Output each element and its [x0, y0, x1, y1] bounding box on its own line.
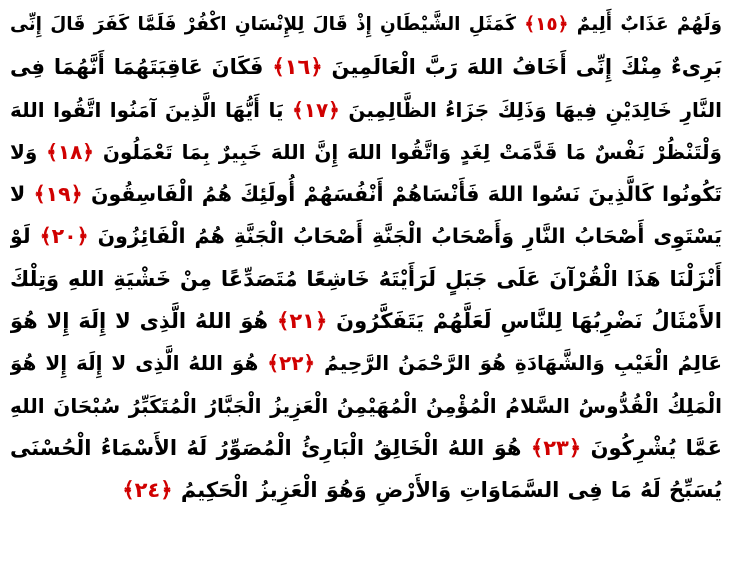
verse-number-marker: ﴿١٩﴾ [33, 182, 83, 207]
verse-number-marker: ﴿١٦﴾ [272, 55, 323, 80]
verse-text: يُسَبِّحُ لَهُ مَا فِى السَّمَاوَاتِ وَالأَرْضِ وَهُوَ الْعَزِيزُ الْحَكِيمُ [172, 478, 722, 503]
verse-text: وَلا [10, 139, 47, 164]
quran-text-page [10, 4, 722, 556]
verse-number-marker: ﴿٢١﴾ [277, 309, 328, 334]
verse-text: النَّارِ خَالِدَيْنِ فِيهَا وَذَلِكَ جَزَاءُ الظَّالِمِينَ [339, 97, 722, 122]
text-line [10, 469, 722, 511]
verse-text: وَلْتَنْظُرْ نَفْسٌ مَا قَدَّمَتْ لِغَدٍ وَاتَّقُوا اللهَ إِنَّ اللهَ خَبِيرٌ بِمَا تَعْمَلُونَ [94, 139, 722, 164]
verse-number-marker: ﴿١٧﴾ [292, 97, 340, 122]
verse-text: الأَمْثَالُ نَضْرِبُهَا لِلنَّاسِ لَعَلَّهُمْ يَتَفَكَّرُونَ [327, 309, 722, 334]
verse-number-marker: ﴿٢٢﴾ [267, 351, 316, 376]
verse-text: يَسْتَوِى أَصْحَابُ النَّارِ وَأَصْحَابُ الْجَنَّةِ أَصْحَابُ الْجَنَّةِ هُمُ الْفَائِزُونَ [88, 224, 722, 249]
verse-text: أَنْزَلْنَا هَذَا الْقُرْآنَ عَلَى جَبَلٍ لَرَأَيْتَهُ خَاشِعًا مُتَصَدِّعًا مِنْ خَشْيَةِ اللهِ وَتِلْكَ [10, 266, 722, 291]
text-line [10, 215, 722, 257]
verse-text: كَمَثَلِ الشَّيْطَانِ إِذْ قَالَ لِلإِنْسَانِ اكْفُرْ فَلَمَّا كَفَرَ قَالَ إِنِّى [10, 14, 525, 35]
verse-number-marker: ﴿١٨﴾ [46, 139, 94, 164]
verse-text: عَمَّا يُشْرِكُونَ [581, 435, 722, 460]
verse-text: هُوَ اللهُ الَّذِى لا إِلَهَ إِلا هُوَ [10, 351, 268, 376]
text-line [10, 46, 722, 88]
text-line [10, 427, 722, 469]
text-line [10, 385, 722, 427]
verse-text: لَوْ [10, 224, 40, 249]
verse-number-marker: ﴿٢٠﴾ [39, 224, 89, 249]
verse-text: تَكُونُوا كَالَّذِينَ نَسُوا اللهَ فَأَنْسَاهُمْ أَنْفُسَهُمْ أُولَئِكَ هُمُ الْفَاسِقُونَ [82, 182, 722, 207]
text-line [10, 4, 722, 46]
verse-text: لا [10, 182, 34, 207]
text-line [10, 173, 722, 215]
text-line [10, 131, 722, 173]
verse-text: يَا أَيُّهَا الَّذِينَ آمَنُوا اتَّقُوا اللهَ [10, 97, 293, 122]
verse-text: عَالِمُ الْغَيْبِ وَالشَّهَادَةِ هُوَ الرَّحْمَنُ الرَّحِيمُ [315, 351, 722, 376]
text-line [10, 258, 722, 300]
verse-text: فَكَانَ عَاقِبَتَهُمَا أَنَّهُمَا فِى [10, 55, 273, 80]
verse-text: هُوَ اللهُ الَّذِى لا إِلَهَ إِلا هُوَ [10, 309, 277, 334]
verse-text: وَلَهُمْ عَذَابٌ أَلِيمٌ [568, 14, 722, 35]
text-line [10, 300, 722, 342]
text-line [10, 342, 722, 384]
verse-number-marker: ﴿٢٣﴾ [530, 435, 582, 460]
verse-number-marker: ﴿٢٤﴾ [122, 478, 173, 503]
verse-text: هُوَ اللهُ الْخَالِقُ الْبَارِئُ الْمُصَوِّرُ لَهُ الأَسْمَاءُ الْحُسْنَى [10, 435, 531, 460]
verse-number-marker: ﴿١٥﴾ [524, 14, 569, 35]
text-line [10, 89, 722, 131]
verse-text: الْمَلِكُ الْقُدُّوسُ السَّلامُ الْمُؤْمِنُ الْمُهَيْمِنُ الْعَزِيزُ الْجَبَّارُ الْمُتَكَبِّرُ سُبْحَانَ اللهِ [10, 393, 722, 418]
verse-text: بَرِىءٌ مِنْكَ إِنِّى أَخَافُ اللهَ رَبَّ الْعَالَمِينَ [322, 55, 722, 80]
